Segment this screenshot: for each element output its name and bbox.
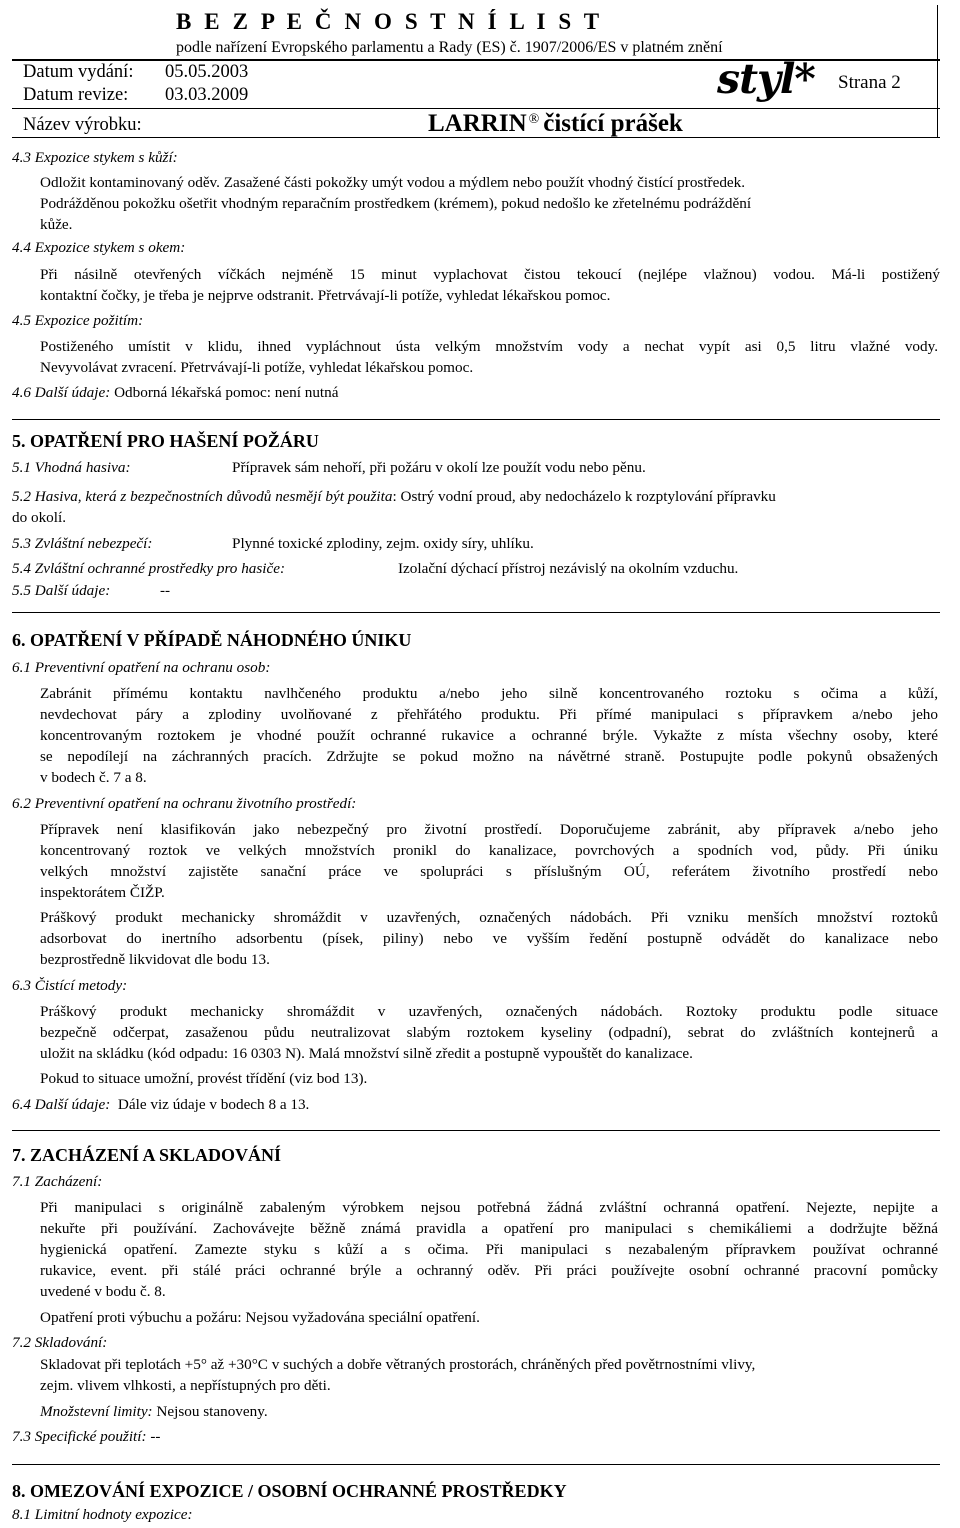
paragraph-line: Práškový produkt mechanicky shromáždit v uzavřených, označených nádobách. Roztoky produktu podle situace <box>40 1003 938 1020</box>
paragraph-line: rukavice, event. při stálé práci ochranné brýle a ochranný oděv. Při práci používejte osobní ochranné pracovní pomůcky <box>40 1262 938 1279</box>
paragraph-line: Opatření proti výbuchu a požáru: Nejsou vyžadována speciální opatření. <box>40 1309 480 1326</box>
paragraph-line: inspektorátem ČIŽP. <box>40 884 165 901</box>
subsection-value: -- <box>160 582 171 599</box>
paragraph-line: Odložit kontaminovaný oděv. Zasažené části pokožky umýt vodou a mýdlem nebo použít vhodný čistící prostředek. <box>40 174 746 191</box>
subsection-heading-5-2: 5.2 Hasiva, která z bezpečnostních důvodů nesmějí být použita <box>12 488 393 505</box>
subsection-value: Přípravek sám nehoří, při požáru v okolí lze použít vodu nebo pěnu. <box>232 459 646 476</box>
document-subtitle: podle nařízení Evropského parlamentu a Rady (ES) č. 1907/2006/ES v platném znění <box>176 39 723 56</box>
paragraph-line: Postiženého umístit v klidu, ihned vypláchnout ústa velkým množstvím vody a nechat vypít asi 0,5 litru vlažné vody. <box>40 338 938 355</box>
paragraph-line: zejm. vlivem vlhkosti, a nepřístupných pro děti. <box>40 1377 331 1394</box>
quantity-limits-label: Množstevní limity: <box>40 1403 153 1420</box>
paragraph-line: hygienická opatření. Zamezte styku s kůží a s očima. Při manipulaci s nezabaleným přípravkem používat ochranné <box>40 1241 938 1258</box>
subsection-value: Odborná lékařská pomoc: není nutná <box>114 384 339 401</box>
issue-date-value: 05.05.2003 <box>165 62 249 82</box>
subsection-heading-4-6: 4.6 Další údaje: <box>12 384 111 401</box>
issue-date-row <box>23 61 248 83</box>
product-name <box>428 109 683 139</box>
paragraph-line: nevdechovat páry a zplodiny uvolňované z přehřátého produktu. Při přímé manipulaci s přípravkem a/nebo jeho <box>40 706 938 723</box>
section-divider <box>12 612 940 613</box>
document-title: B E Z P E Č N O S T N Í L I S T <box>176 9 603 34</box>
subsection-heading-6-1: 6.1 Preventivní opatření na ochranu osob: <box>12 659 271 676</box>
paragraph-line: nekuřte při používání. Zachovávejte běžně známá pravidla a opatření pro manipulaci s chemikáliemi a dodržujte běžná <box>40 1220 938 1237</box>
paragraph-line: koncentrovaným roztokem je vhodné použít ochranné rukavice a ochranné brýle. Vykažte z místa všechny osoby, které <box>40 727 938 744</box>
paragraph-line: kontaktní čočky, je třeba je nejprve odstranit. Přetrvávají-li potíže, vyhledat lékařskou pomoc. <box>40 287 611 304</box>
subsection-heading-8-1: 8.1 Limitní hodnoty expozice: <box>12 1506 193 1523</box>
registered-mark: ® <box>528 112 540 127</box>
revision-date-label: Datum revize: <box>23 85 129 105</box>
paragraph-line: Při manipulaci s originálně zabaleným výrobkem nejsou potřebná žádná zvláštní ochranná opatření. Nejezte, nepijte a <box>40 1199 938 1216</box>
subsection-value: Plynné toxické zplodiny, zejm. oxidy síry, uhlíku. <box>232 535 534 552</box>
paragraph-line: kůže. <box>40 216 73 233</box>
issue-date-label: Datum vydání: <box>23 62 134 82</box>
section-divider <box>12 419 940 420</box>
subsection-heading-5-5: 5.5 Další údaje: <box>12 582 111 599</box>
subsection-heading-5-1: 5.1 Vhodná hasiva: <box>12 459 131 476</box>
subsection-4-6 <box>12 382 338 403</box>
paragraph-line: adsorbovat do inertního adsorbentu (písek, piliny) nebo ve vyšším ředění postupně odvádět do kanalizace nebo <box>40 930 938 947</box>
section-title-7: 7. ZACHÁZENÍ A SKLADOVÁNÍ <box>12 1145 282 1165</box>
subsection-value: Dále viz údaje v bodech 8 a 13. <box>117 1096 310 1113</box>
quantity-limits-value: Nejsou stanoveny. <box>156 1403 268 1420</box>
paragraph-line: Přípravek není klasifikován jako nebezpečný pro životní prostředí. Doporučujeme zabránit, aby přípravek a/nebo jeho <box>40 821 938 838</box>
subsection-value: : Ostrý vodní proud, aby nedocházelo k rozptylování přípravku <box>392 488 776 505</box>
header-right-border <box>937 5 938 137</box>
subsection-heading-6-3: 6.3 Čistící metody: <box>12 977 128 994</box>
paragraph-line: Při násilně otevřených víčkách nejméně 15 minut vyplachovat čistou tekoucí (nejlépe vlažnou) vodou. Má-li postižený <box>40 266 940 283</box>
paragraph-line: bezpečně odčerpat, zasaženou půdu neutralizovat slabým roztokem kyseliny (odpadní), sebrat do zvláštních kontejnerů a <box>40 1024 938 1041</box>
paragraph-line: do okolí. <box>12 509 67 526</box>
subsection-heading-5-3: 5.3 Zvláštní nebezpečí: <box>12 535 153 552</box>
product-brand: LARRIN <box>428 110 527 137</box>
subsection-heading-4-5: 4.5 Expozice požitím: <box>12 312 144 329</box>
subsection-heading-7-3: 7.3 Specifické použití: <box>12 1428 147 1445</box>
paragraph-line: Podrážděnou pokožku ošetřit vhodným reparačním prostředkem (krémem), pokud nedošlo ke zřetelnému podráždění <box>40 195 752 212</box>
product-name-label: Název výrobku: <box>23 115 142 135</box>
subsection-heading-5-4: 5.4 Zvláštní ochranné prostředky pro hasiče: <box>12 560 286 577</box>
quantity-limits <box>40 1401 268 1422</box>
subsection-heading-4-3: 4.3 Expozice stykem s kůží: <box>12 149 178 166</box>
paragraph-line: Práškový produkt mechanicky shromáždit v uzavřených, označených nádobách. Při vzniku menších množství roztoků <box>40 909 938 926</box>
styl-logo: styl* <box>717 55 815 103</box>
subsection-heading-7-1: 7.1 Zacházení: <box>12 1173 103 1190</box>
subsection-6-4 <box>12 1094 309 1115</box>
section-divider <box>12 1464 940 1465</box>
paragraph-line: se nepodílejí na záchranných pracích. Zdržujte se pokud možno na návětrné straně. Postupujte podle pokynů obsažených <box>40 748 938 765</box>
document-header <box>12 5 940 137</box>
paragraph-line: Skladovat při teplotách +5° až +30°C v suchých a dobře větraných prostorách, chráněných před povětrnostními vlivy, <box>40 1356 756 1373</box>
revision-date-value: 03.03.2009 <box>165 85 249 105</box>
subsection-heading-7-2: 7.2 Skladování: <box>12 1334 108 1351</box>
subsection-value: -- <box>150 1428 161 1445</box>
revision-date-row <box>23 84 248 106</box>
subsection-heading-6-2: 6.2 Preventivní opatření na ochranu životního prostředí: <box>12 795 357 812</box>
subsection-heading-4-4: 4.4 Expozice stykem s okem: <box>12 239 186 256</box>
paragraph-line: velkých množství zajistěte sanační práce ve spolupráci s příslušným OÚ, referátem životního prostředí nebo <box>40 863 938 880</box>
section-divider <box>12 1130 940 1131</box>
paragraph-line: Pokud to situace umožní, provést třídění (viz bod 13). <box>40 1070 368 1087</box>
paragraph-line: Zabránit přímému kontaktu navlhčeného produktu a/nebo jeho silně koncentrovaného roztoku s očima a kůží, <box>40 685 938 702</box>
paragraph-line: uvedené v bodu č. 8. <box>40 1283 166 1300</box>
header-bottom-border <box>12 137 940 138</box>
subsection-7-3 <box>12 1426 160 1447</box>
section-title-5: 5. OPATŘENÍ PRO HAŠENÍ POŽÁRU <box>12 431 319 451</box>
section-title-6: 6. OPATŘENÍ V PŘÍPADĚ NÁHODNÉHO ÚNIKU <box>12 630 412 650</box>
subsection-5-2 <box>12 486 776 507</box>
section-title-8: 8. OMEZOVÁNÍ EXPOZICE / OSOBNÍ OCHRANNÉ PROSTŘEDKY <box>12 1481 567 1501</box>
paragraph-line: koncentrovaný roztok ve velkých množstvích pronikl do kanalizace, povrchových a spodních vod, půdy. Při úniku <box>40 842 938 859</box>
paragraph-line: Nevyvolávat zvracení. Přetrvávají-li potíže, vyhledat lékařskou pomoc. <box>40 359 474 376</box>
product-description: čistící prášek <box>543 110 683 137</box>
paragraph-line: v bodech č. 7 a 8. <box>40 769 147 786</box>
subsection-value: Izolační dýchací přístroj nezávislý na okolním vzduchu. <box>398 560 739 577</box>
page-number: Strana 2 <box>838 72 901 93</box>
subsection-heading-6-4: 6.4 Další údaje: <box>12 1096 111 1113</box>
paragraph-line: uložit na skládku (kód odpadu: 16 0303 N). Malá množství silně zředit a postupně vypouštět do kanalizace. <box>40 1045 693 1062</box>
paragraph-line: bezprostředně likvidovat dle bodu 13. <box>40 951 270 968</box>
